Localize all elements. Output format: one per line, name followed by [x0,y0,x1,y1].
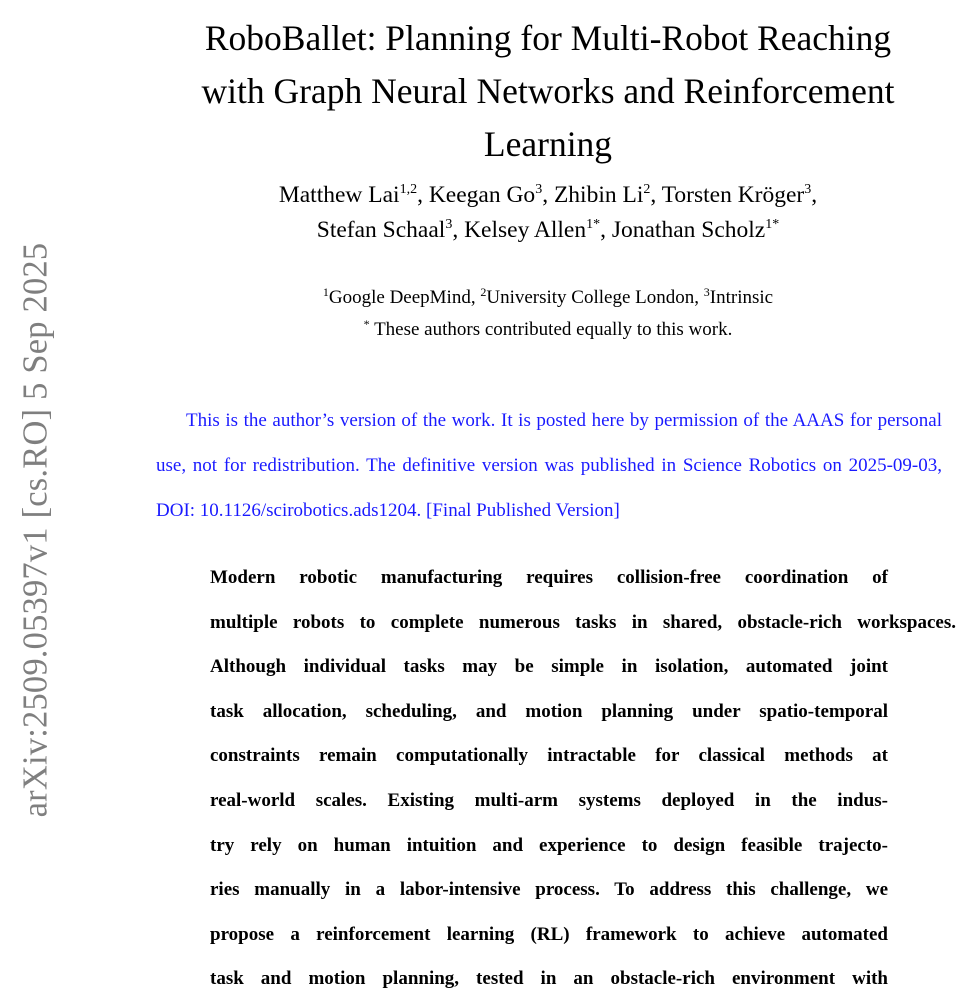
author: Keegan Go$^3$ [428,182,543,208]
arxiv-identifier-text: arXiv:2509.05397v1 [cs.RO] 5 Sep 2025 [16,242,55,818]
title-line: RoboBallet: Planning for Multi-Robot Reaching [204,18,892,58]
abstract-line: Although individual tasks may be simple in isolation, automated joint [210,656,888,678]
author: Matthew Lai$^{1,2}$ [278,182,418,208]
title-line: Learning [483,124,613,164]
abstract-line: task and motion planning, tested in an obstacle-rich environment with [210,968,888,990]
abstract-line: Modern robotic manufacturing requires collision-free coordination of [210,567,888,588]
abstract-line: task allocation, scheduling, and motion planning under spatio-temporal [210,700,888,722]
affiliation: $^1$Google DeepMind [322,285,471,308]
author: Zhibin Li$^2$ [553,182,651,208]
abstract [210,556,956,1002]
equal-contribution-note: * These authors contributed equally to this work. [363,317,733,340]
abstract-line: real-world scales. Existing multi-arm systems deployed in the indus- [210,789,888,811]
author: Torsten Kröger$^3$ [661,182,812,208]
paper-title [150,12,946,171]
title-line: with Graph Neural Networks and Reinforcement [201,71,895,111]
author: Jonathan Scholz$^{1*}$ [611,217,780,243]
publication-notice: This is the author’s version of the work. It is posted here by permission of the AAAS for personal use, not for redistribution. The definitive version was published in Science Robotics on 2025-09-03, DOI: 10.1126/scirobotics.ads1204. [Final Published Version] [156,410,942,521]
affiliations: $^1$Google DeepMind, $^2$University College London, $^3$Intrinsic * These authors contributed equally to this work. [150,282,946,346]
arxiv-identifier [0,0,80,1000]
abstract-line: propose a reinforcement learning (RL) framework to achieve automated [210,923,888,945]
author: Kelsey Allen$^{1*}$ [464,217,601,243]
author-list: Matthew Lai$^{1,2}$, Keegan Go$^3$, Zhibin Li$^2$, Torsten Kröger$^3$, Stefan Schaal$^3$, Kelsey Allen$^{1*}$, Jonathan Scholz$^{1*}$ [278,182,818,243]
abstract-line: multiple robots to complete numerous tasks in shared, obstacle-rich workspaces. [210,611,956,633]
abstract-line: ries manually in a labor-intensive process. To address this challenge, we [210,879,888,901]
author: Stefan Schaal$^3$ [316,217,453,243]
affiliation: $^2$University College London [480,285,695,308]
abstract-line: constraints remain computationally intractable for classical methods at [210,745,888,767]
abstract-line: try rely on human intuition and experience to design feasible trajecto- [210,834,888,856]
affiliation: $^3$Intrinsic [703,285,774,308]
